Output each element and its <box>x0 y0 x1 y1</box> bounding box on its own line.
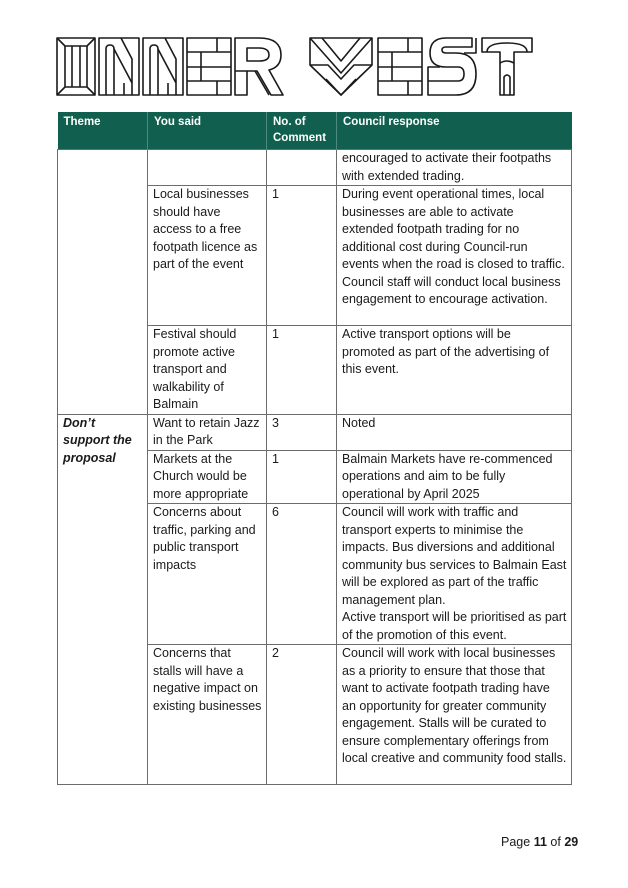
council-response-cell: Noted <box>337 414 572 450</box>
you-said-cell: Local businesses should have access to a free footpath licence as part of the event <box>148 186 267 326</box>
current-page: 11 <box>533 835 547 849</box>
comment-count-cell: 1 <box>267 326 337 415</box>
council-response-paragraph: Council will work with traffic and transport experts to minimise the impacts. Bus diversions and additional community bus services to Balmain East will be explored as part of the traffic management plan. <box>342 505 567 607</box>
table-row <box>58 150 572 186</box>
column-header-you-said: You said <box>148 112 267 150</box>
theme-cell <box>58 150 148 415</box>
council-response-cell: Active transport options will be promoted as part of the advertising of this event. <box>337 326 572 415</box>
you-said-cell: Want to retain Jazz in the Park <box>148 414 267 450</box>
total-pages: 29 <box>564 835 579 849</box>
comment-count-cell: 2 <box>267 645 337 785</box>
page-of-label: of <box>550 835 561 849</box>
column-header-council-response: Council response <box>337 112 572 150</box>
table-row <box>58 414 572 450</box>
you-said-cell: Concerns that stalls will have a negative impact on existing businesses <box>148 645 267 785</box>
comment-count-cell: 1 <box>267 450 337 504</box>
comment-count-cell <box>267 150 337 186</box>
council-response-cell <box>337 504 572 645</box>
comment-count-cell: 3 <box>267 414 337 450</box>
council-response-cell: During event operational times, local businesses are able to activate extended footpath trading for no additional cost during Council-run events when the road is closed to traffic. Council staff will conduct local business engagement to encourage activation. <box>337 186 572 326</box>
comment-count-cell: 6 <box>267 504 337 645</box>
page-label: Page <box>501 835 531 849</box>
page-number <box>501 835 578 849</box>
inner-west-logo <box>56 33 534 97</box>
council-response-cell: Council will work with local businesses as a priority to ensure that those that want to activate footpath trading have an opportunity for greater community engagement. Stalls will be curated to ensure complementary offerings from local creative and community food stalls. <box>337 645 572 785</box>
you-said-cell <box>148 150 267 186</box>
table-header-row <box>58 112 572 150</box>
you-said-cell: Festival should promote active transport and walkability of Balmain <box>148 326 267 415</box>
council-response-cell: Balmain Markets have re-commenced operations and aim to be fully operational by April 2025 <box>337 450 572 504</box>
column-header-theme: Theme <box>58 112 148 150</box>
council-response-paragraph: Active transport will be prioritised as part of the promotion of this event. <box>342 610 567 642</box>
you-said-cell: Concerns about traffic, parking and public transport impacts <box>148 504 267 645</box>
council-response-cell: encouraged to activate their footpaths with extended trading. <box>337 150 572 186</box>
comment-count-cell: 1 <box>267 186 337 326</box>
theme-cell: Don’t support the proposal <box>58 414 148 785</box>
column-header-comment-count: No. of Comment <box>267 112 337 150</box>
feedback-table <box>57 112 572 785</box>
you-said-cell: Markets at the Church would be more appropriate <box>148 450 267 504</box>
